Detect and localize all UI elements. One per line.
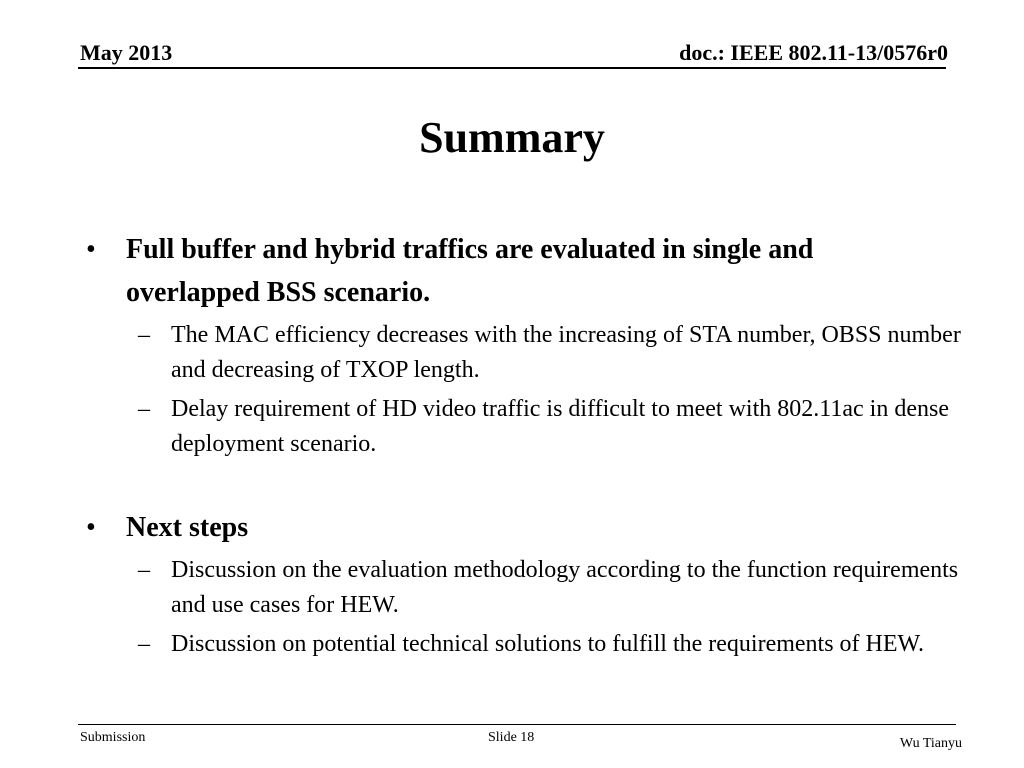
sub-bullet-marker: – bbox=[138, 557, 150, 583]
bullet-marker: • bbox=[86, 512, 96, 543]
sub-bullet-item bbox=[0, 553, 961, 623]
bullet-item bbox=[0, 506, 916, 549]
sub-bullet-text: Discussion on potential technical solutions to fulfill the requirements of HEW. bbox=[171, 631, 924, 657]
slide-content bbox=[0, 228, 1024, 662]
bullet-item bbox=[0, 228, 916, 314]
footer-author: Wu Tianyu bbox=[899, 736, 962, 751]
header-date: May 2013 bbox=[80, 40, 173, 65]
sub-bullet-marker: – bbox=[138, 322, 150, 348]
sub-bullet-item bbox=[0, 392, 961, 462]
sub-bullet-marker: – bbox=[138, 631, 150, 657]
sub-bullet-item bbox=[0, 627, 961, 662]
sub-bullet-text: Delay requirement of HD video traffic is difficult to meet with 802.11ac in dense deployment scenario. bbox=[171, 396, 949, 457]
header-divider bbox=[78, 67, 946, 69]
bullet-text: Full buffer and hybrid traffics are evaluated in single and overlapped BSS scenario. bbox=[126, 234, 814, 308]
footer-slide-number: Slide 18 bbox=[488, 730, 535, 745]
bullet-marker: • bbox=[86, 234, 96, 265]
slide-title: Summary bbox=[419, 113, 605, 162]
header-doc-id: doc.: IEEE 802.11-13/0576r0 bbox=[679, 40, 948, 65]
sub-bullet-text: Discussion on the evaluation methodology according to the function requirements and use cases for HEW. bbox=[171, 557, 959, 618]
footer-submission: Submission bbox=[80, 730, 146, 745]
sub-bullet-item bbox=[0, 318, 961, 388]
sub-bullet-marker: – bbox=[138, 396, 150, 422]
bullet-text: Next steps bbox=[126, 512, 249, 543]
footer-divider bbox=[78, 724, 956, 725]
section-gap bbox=[0, 462, 1024, 506]
sub-bullet-text: The MAC efficiency decreases with the increasing of STA number, OBSS number and decreasing of TXOP length. bbox=[171, 322, 961, 383]
